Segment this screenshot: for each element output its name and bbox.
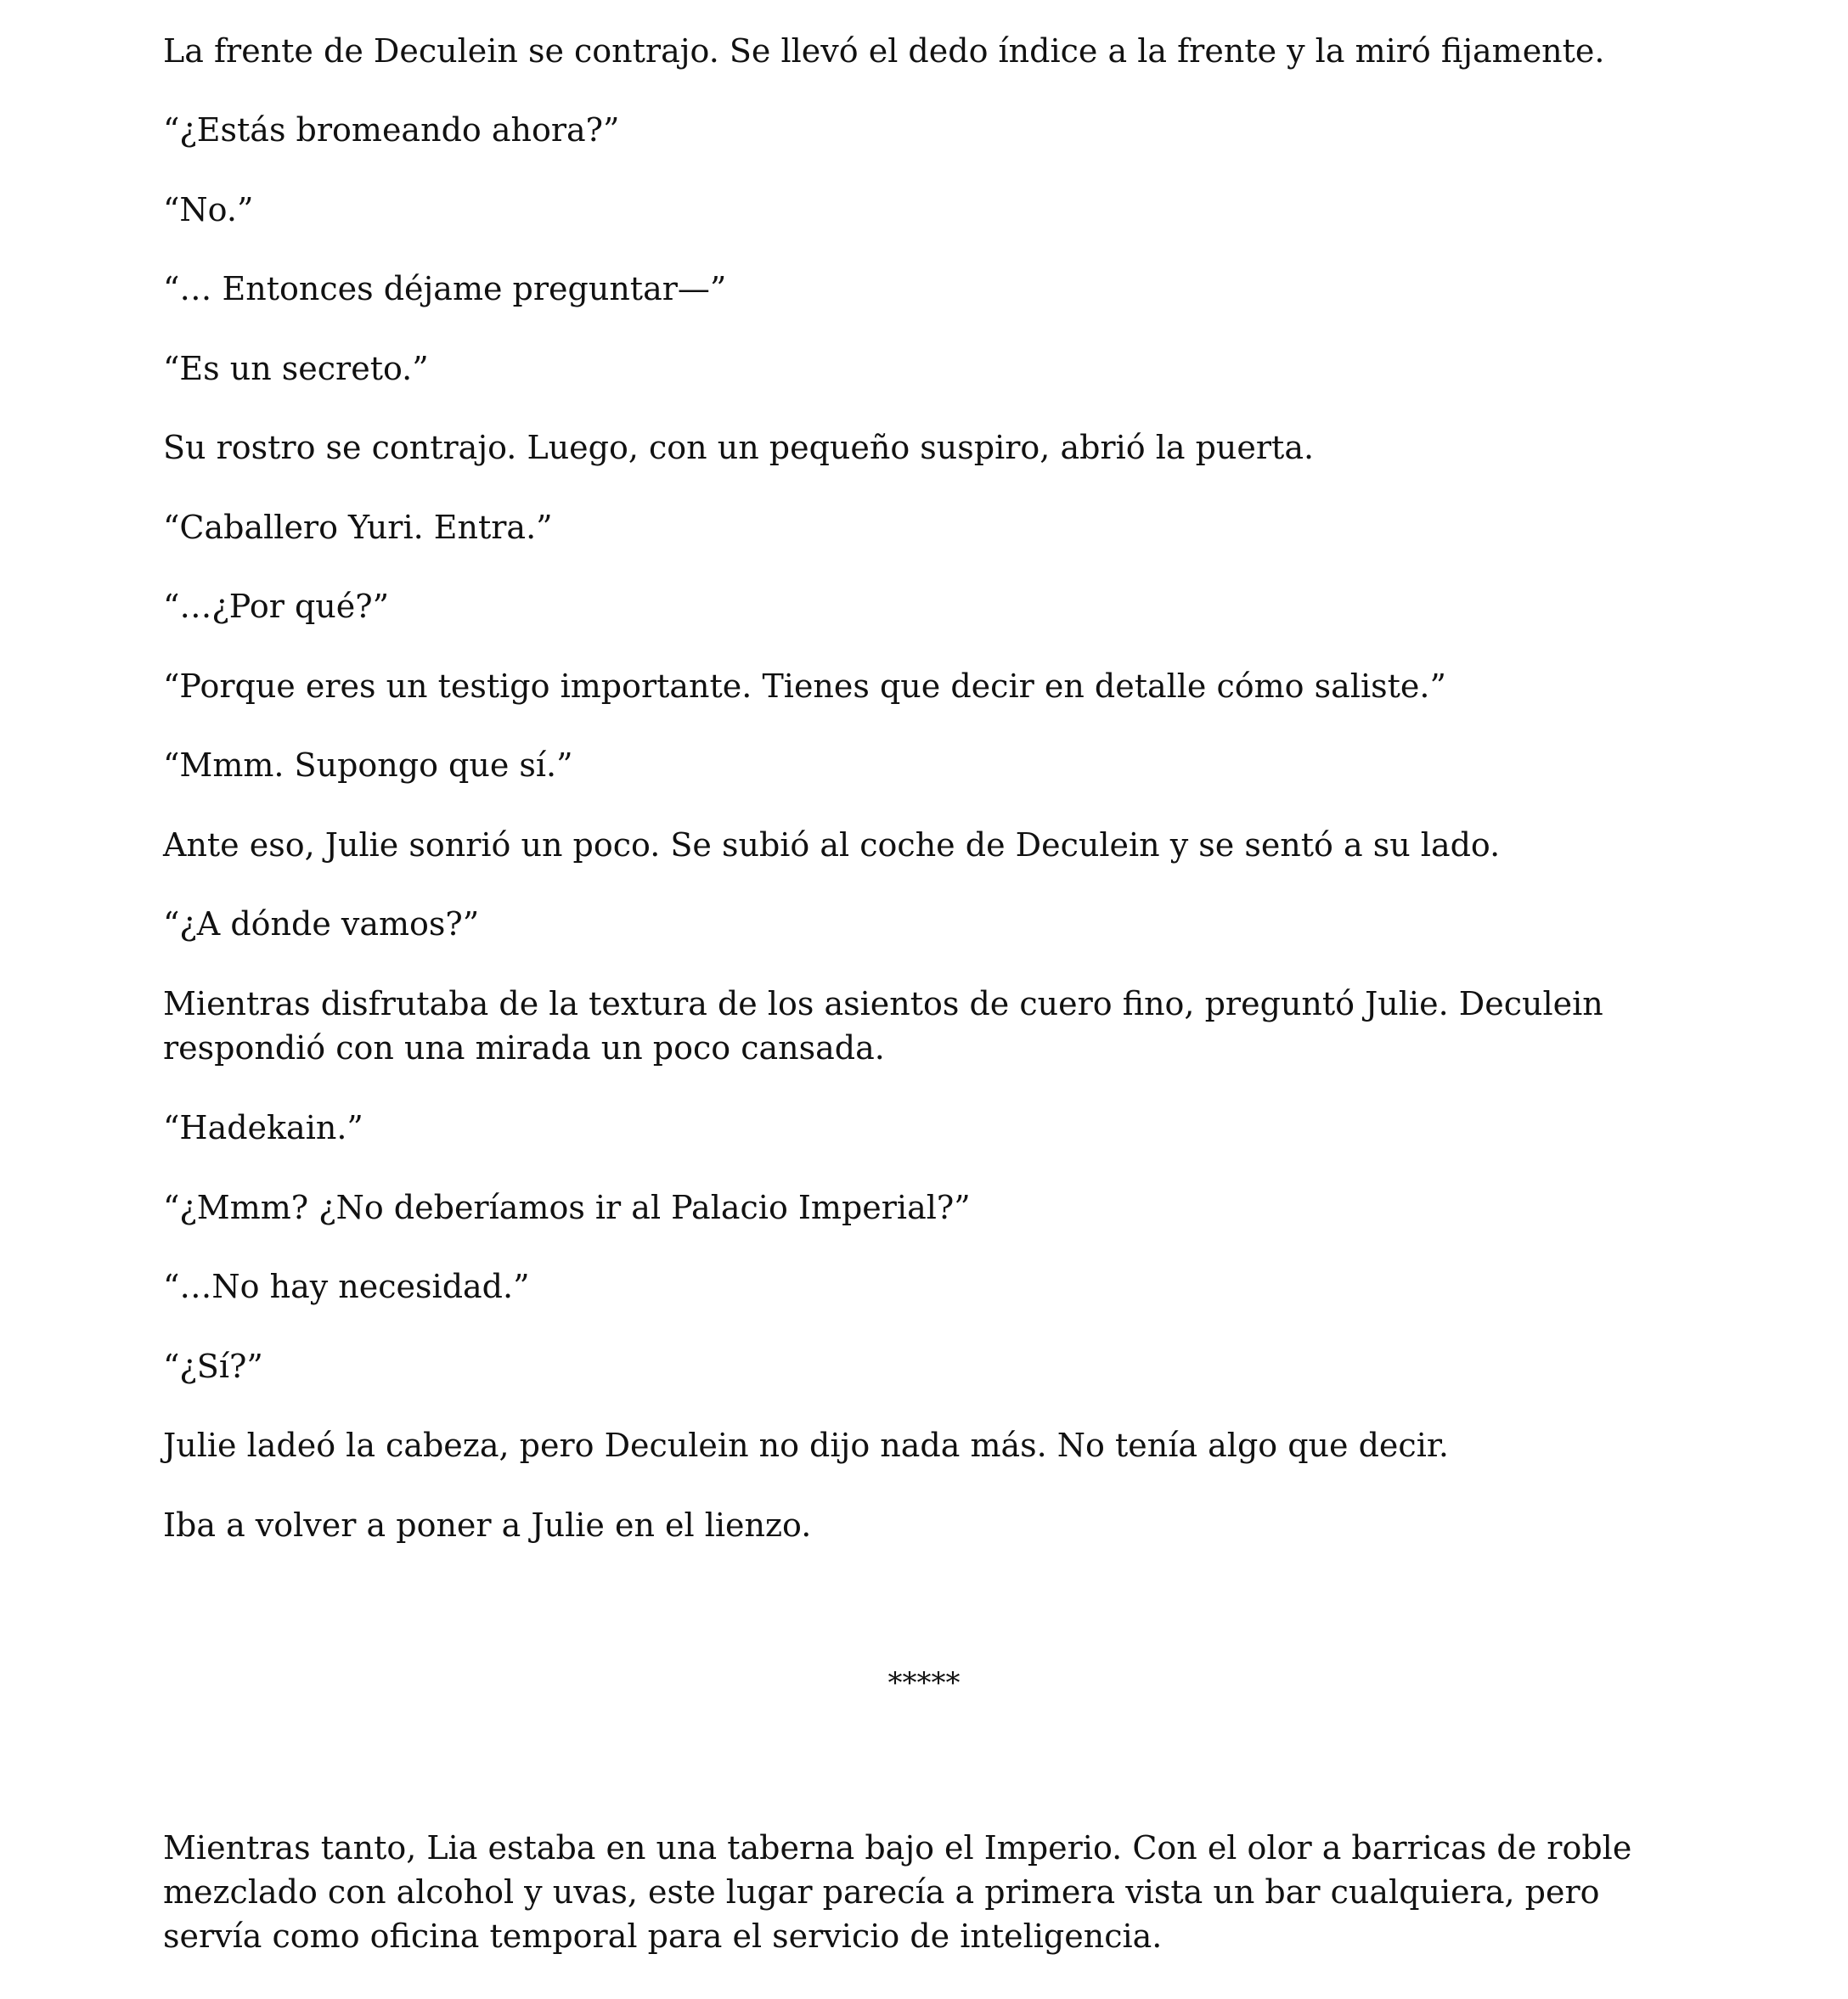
paragraph-3: “No.” — [163, 191, 254, 228]
paragraph-8: “…¿Por qué?” — [163, 588, 390, 625]
paragraph-11: Ante eso, Julie sonrió un poco. Se subió al coche de Deculein y se sentó a su lado. — [163, 826, 1501, 864]
paragraph-1: La frente de Deculein se contrajo. Se llevó el dedo índice a la frente y la miró fijamente. — [163, 32, 1605, 70]
paragraph-6: Su rostro se contrajo. Luego, con un pequeño suspiro, abrió la puerta. — [163, 429, 1315, 466]
paragraph-5: “Es un secreto.” — [163, 350, 429, 387]
closing-paragraph: Mientras tanto, Lia estaba en una taberna bajo el Imperio. Con el olor a barricas de roble mezclado con alcohol y uvas, este lugar parecía a primera vista un bar cualquiera, pero servía como oficina temporal para el servicio de inteligencia. — [163, 1829, 1632, 1955]
paragraph-18: Julie ladeó la cabeza, pero Deculein no dijo nada más. No tenía algo que decir. — [163, 1427, 1449, 1464]
paragraph-2: “¿Estás bromeando ahora?” — [163, 111, 620, 149]
paragraph-16: “…No hay necesidad.” — [163, 1268, 530, 1305]
paragraph-7: “Caballero Yuri. Entra.” — [163, 509, 553, 546]
paragraph-9: “Porque eres un testigo importante. Tienes que decir en detalle cómo saliste.” — [163, 667, 1446, 705]
paragraph-17: “¿Sí?” — [163, 1348, 263, 1385]
paragraph-13: Mientras disfrutaba de la textura de los asientos de cuero fino, preguntó Julie. Deculein respondió con una mirada un poco cansada. — [163, 985, 1603, 1067]
paragraph-12: “¿A dónde vamos?” — [163, 905, 480, 943]
paragraph-14: “Hadekain.” — [163, 1109, 363, 1146]
scene-separator: ***** — [887, 1666, 961, 1700]
paragraph-19: Iba a volver a poner a Julie en el lienzo. — [163, 1506, 812, 1544]
paragraph-4: “… Entonces déjame preguntar—” — [163, 270, 727, 307]
paragraph-15: “¿Mmm? ¿No deberíamos ir al Palacio Imperial?” — [163, 1189, 971, 1226]
paragraph-10: “Mmm. Supongo que sí.” — [163, 746, 573, 784]
